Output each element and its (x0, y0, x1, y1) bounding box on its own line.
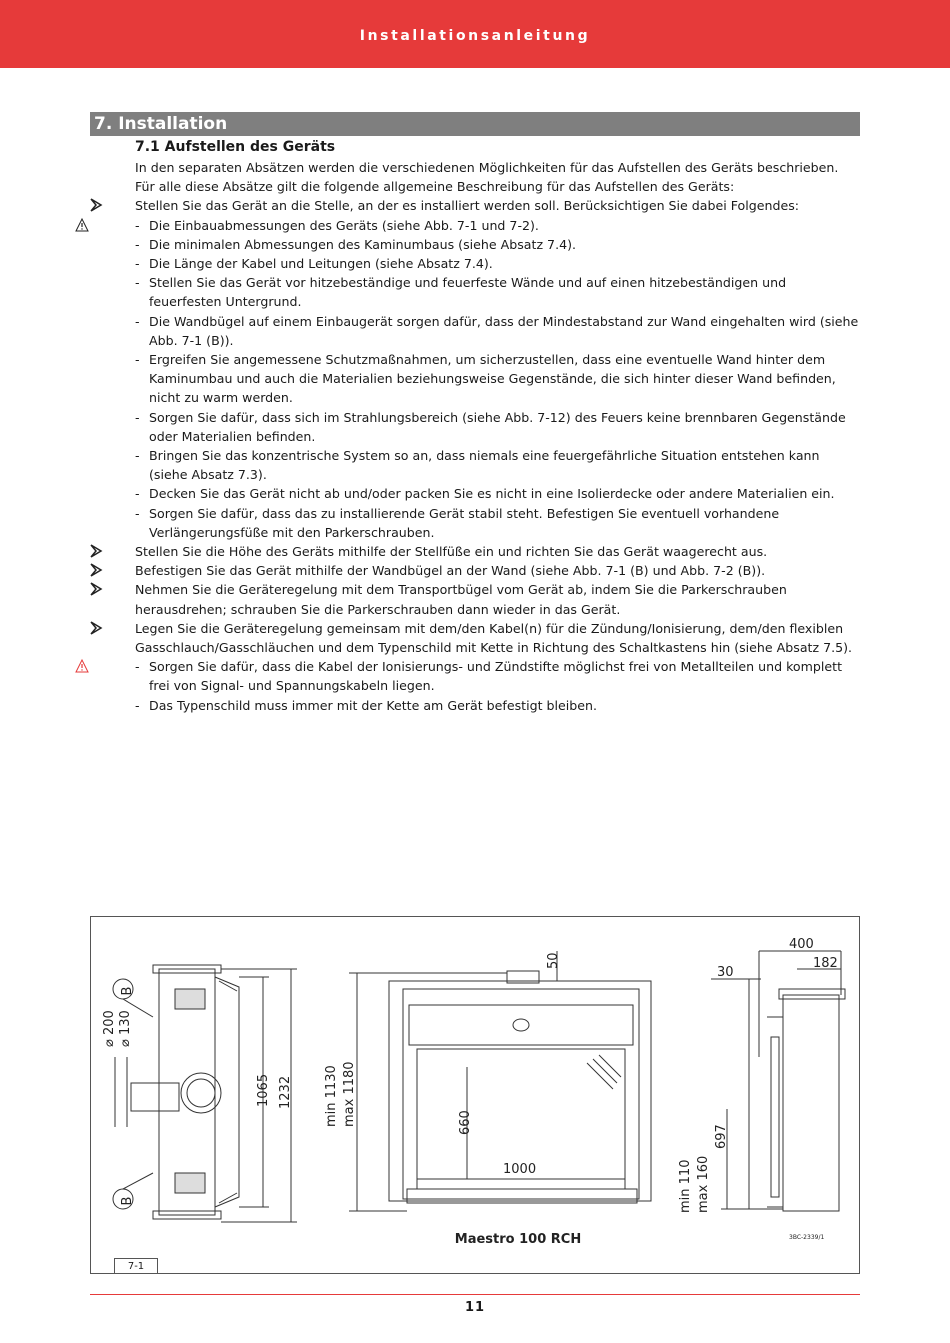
header-bar (0, 0, 950, 68)
dim-label: 660 (458, 1110, 473, 1135)
technical-drawing (91, 917, 859, 1273)
list-item: - Sorgen Sie dafür, dass die Kabel der Ionisierungs- und Zündstifte möglichst frei von Metallteilen und komplett frei von Signal- und Spannungskabeln liegen. (135, 657, 860, 695)
step-5-text: Legen Sie die Geräteregelung gemeinsam mit dem/den Kabel(n) für die Zündung/Ionisierung, dem/den flexiblen Gasschlauch/Gasschläuchen und dem Typenschild mit Kette in Richtung des Schaltkastens hin (siehe Absatz 7.5). (135, 620, 853, 656)
list-item: - Decken Sie das Gerät nicht ab und/oder packen Sie es nicht in eine Isolierdecke oder andere Materialien ein. (135, 486, 835, 502)
dim-label: ⌀ 130 (118, 1010, 133, 1047)
dim-label: 182 (813, 956, 838, 971)
list-item-text: Die Länge der Kabel und Leitungen (siehe Absatz 7.4). (149, 256, 493, 272)
dim-label: 697 (714, 1124, 729, 1149)
dim-label: 1000 (503, 1162, 537, 1177)
list-item-text: Stellen Sie das Gerät vor hitzebeständige und feuerfeste Wände und auf einen hitzebeständigen und feuerfesten Untergrund. (149, 275, 787, 310)
list-item: - Die Länge der Kabel und Leitungen (siehe Absatz 7.4). (135, 256, 493, 272)
list-item: - Stellen Sie das Gerät vor hitzebeständige und feuerfeste Wände und auf einen hitzebeständigen und feuerfesten Untergrund. (135, 275, 787, 310)
list-item: - Die Einbauabmessungen des Geräts (siehe Abb. 7-1 und 7-2). (135, 216, 860, 235)
dim-label: 1065 (256, 1073, 271, 1107)
step-5 (135, 619, 860, 657)
warning-icon (75, 217, 89, 233)
list-item: - Die minimalen Abmessungen des Kaminumbaus (siehe Absatz 7.4). (135, 236, 577, 252)
figure-label: 7-1 (114, 1258, 158, 1274)
dim-label: min 110 (678, 1159, 693, 1213)
list-item-text: Decken Sie das Gerät nicht ab und/oder packen Sie es nicht in eine Isolierdecke oder andere Materialien ein. (149, 486, 835, 502)
body-text (135, 158, 860, 715)
drawing-code: 3BC-2339/1 (789, 1234, 825, 1241)
list-item: - Die Wandbügel auf einem Einbaugerät sorgen dafür, dass der Mindestabstand zur Wand eingehalten wird (siehe Abb. 7-1 (B)). (135, 313, 859, 348)
footer-divider (90, 1294, 860, 1295)
list-item-text: Die Einbauabmessungen des Geräts (siehe Abb. 7-1 und 7-2). (149, 217, 539, 233)
warning-icon (75, 658, 89, 674)
dim-label: max 160 (696, 1155, 711, 1213)
list-item: - Bringen Sie das konzentrische System so an, dass niemals eine feuergefährliche Situation entstehen kann (siehe Absatz 7.3). (135, 448, 820, 483)
list-item-text: Sorgen Sie dafür, dass die Kabel der Ionisierungs- und Zündstifte möglichst frei von Metallteilen und komplett frei von Signal- und Spannungskabeln liegen. (149, 659, 843, 694)
list-item-text: Die minimalen Abmessungen des Kaminumbaus (siehe Absatz 7.4). (149, 236, 577, 252)
step-4 (135, 580, 860, 618)
section-heading: 7. Installation (90, 112, 860, 136)
page-number: 11 (464, 1300, 486, 1315)
figure-caption: Maestro 100 RCH (454, 1232, 582, 1247)
list-item: - Sorgen Sie dafür, dass sich im Strahlungsbereich (siehe Abb. 7-12) des Feuers keine brennbaren Gegenstände oder Materialien befinden. (135, 409, 846, 444)
dim-label: min 1130 (324, 1065, 339, 1127)
dim-label: B (120, 986, 135, 996)
list-item-text: Das Typenschild muss immer mit der Kette am Gerät befestigt bleiben. (149, 697, 597, 713)
header-title: Installationsanleitung (359, 28, 591, 44)
figure-frame (90, 916, 860, 1274)
dim-label: 400 (789, 937, 814, 952)
list-item-text: Sorgen Sie dafür, dass das zu installierende Gerät stabil steht. Befestigen Sie eventuell vorhandene Verlängerungsfüße mit den Parkerschrauben. (149, 505, 780, 540)
arrow-bullet-icon (89, 562, 103, 578)
arrow-bullet-icon (89, 197, 103, 213)
dim-label: ⌀ 200 (102, 1010, 117, 1047)
dim-label: 50 (546, 952, 561, 969)
step-4-text: Nehmen Sie die Geräteregelung mit dem Transportbügel vom Gerät ab, indem Sie die Parkerschrauben herausdrehen; schrauben Sie die Parkerschrauben dann wieder in das Gerät. (135, 582, 787, 617)
intro-paragraph: In den separaten Absätzen werden die verschiedenen Möglichkeiten für das Aufstellen des Geräts beschrieben. Für alle diese Absätze gilt die folgende allgemeine Beschreibung für das Aufstellen des Geräts: (135, 160, 839, 195)
dim-label: 30 (717, 965, 734, 980)
list-item: - Sorgen Sie dafür, dass das zu installierende Gerät stabil steht. Befestigen Sie eventuell vorhandene Verlängerungsfüße mit den Parkerschrauben. (135, 505, 780, 540)
arrow-bullet-icon (89, 581, 103, 597)
depth-view-body (783, 995, 839, 1211)
arrow-bullet-icon (89, 620, 103, 636)
list-item: - Ergreifen Sie angemessene Schutzmaßnahmen, um sicherzustellen, dass eine eventuelle Wand hinter dem Kaminumbau und auch die Materialien beziehungsweise Gegenstände, die sich hinter dieser Wand befinden, nicht zu warm werden. (135, 352, 836, 406)
dim-label: max 1180 (342, 1061, 357, 1127)
list-item-text: Ergreifen Sie angemessene Schutzmaßnahmen, um sicherzustellen, dass eine eventuelle Wand hinter dem Kaminumbau und auch die Materialien beziehungsweise Gegenstände, die sich hinter dieser Wand befinden, nicht zu warm werden. (149, 352, 836, 406)
list-item-text: Die Wandbügel auf einem Einbaugerät sorgen dafür, dass der Mindestabstand zur Wand eingehalten wird (siehe Abb. 7-1 (B)). (149, 313, 859, 348)
dim-label: 1232 (278, 1075, 293, 1109)
step-3-text: Befestigen Sie das Gerät mithilfe der Wandbügel an der Wand (siehe Abb. 7-1 (B) und Abb. 7-2 (B)). (135, 563, 766, 579)
list-item-text: Bringen Sie das konzentrische System so an, dass niemals eine feuergefährliche Situation entstehen kann (siehe Absatz 7.3). (149, 448, 820, 483)
step-1-text: Stellen Sie das Gerät an die Stelle, an der es installiert werden soll. Berücksichtigen Sie dabei Folgendes: (135, 198, 800, 214)
arrow-bullet-icon (89, 543, 103, 559)
subsection-heading: 7.1 Aufstellen des Geräts (135, 139, 336, 155)
step-1 (135, 196, 860, 215)
dim-label: B (120, 1196, 135, 1206)
step-2 (135, 542, 860, 561)
list-item: - Das Typenschild muss immer mit der Kette am Gerät befestigt bleiben. (135, 697, 597, 713)
step-2-text: Stellen Sie die Höhe des Geräts mithilfe der Stellfüße ein und richten Sie das Gerät waagerecht aus. (135, 544, 768, 560)
step-3 (135, 561, 860, 580)
list-item-text: Sorgen Sie dafür, dass sich im Strahlungsbereich (siehe Abb. 7-12) des Feuers keine brennbaren Gegenstände oder Materialien befinden. (149, 409, 846, 444)
